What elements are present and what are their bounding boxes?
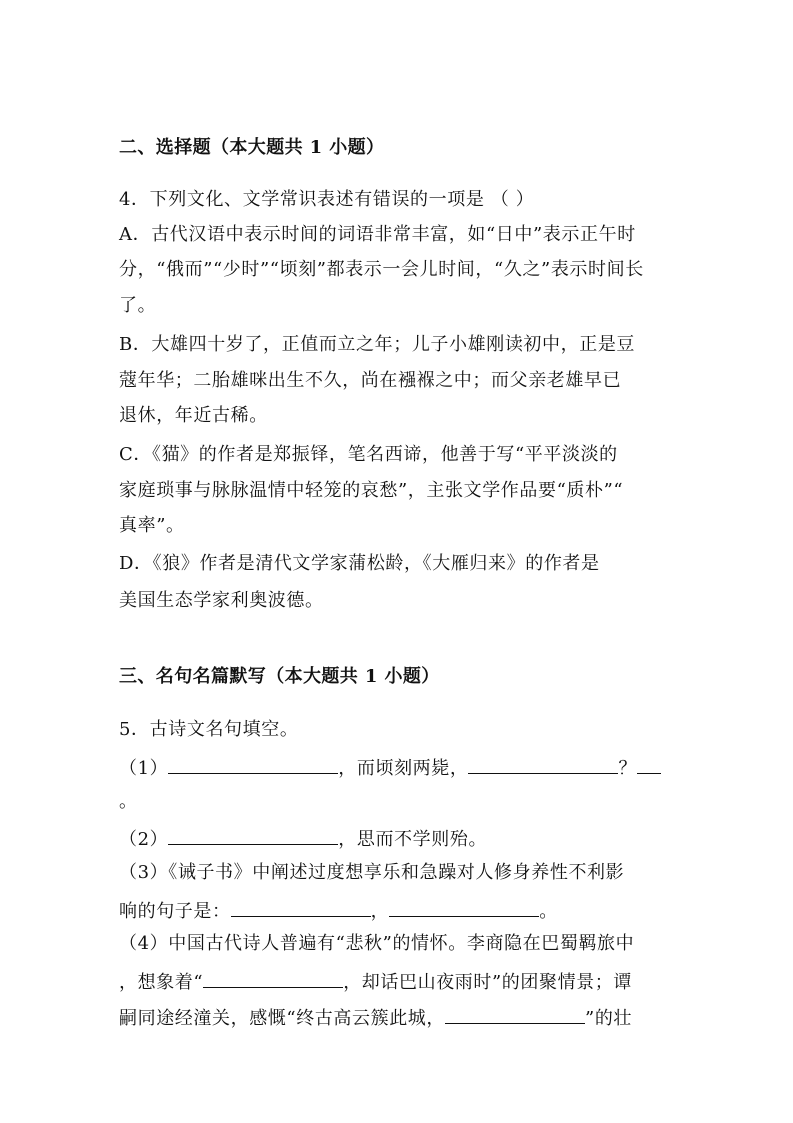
item-1-question-mark: ？	[618, 758, 638, 779]
item-1-mid-text: ，而顷刻两毙，	[338, 758, 469, 779]
item-1-blank-2[interactable]	[468, 755, 618, 774]
item-3-comma: ，	[370, 901, 390, 922]
item-1-blank-1[interactable]	[168, 755, 338, 774]
section-heading-recitation: 三、名句名篇默写（本大题共 1 小题）	[119, 666, 440, 687]
section-heading-choice: 二、选择题（本大题共 1 小题）	[119, 137, 385, 158]
item-4-blank-1[interactable]	[203, 969, 343, 988]
option-b-line-3: 退休，年近古稀。	[119, 405, 268, 426]
item-3-blank-1[interactable]	[231, 898, 371, 917]
item-4-line-3-end: ”的壮	[585, 1008, 633, 1029]
item-4-blank-2[interactable]	[445, 1005, 585, 1024]
item-4-line-3	[119, 1005, 632, 1030]
option-c-line-2: 家庭琐事与脉脉温情中轻笼的哀愁”，主张文学作品要“质朴”“	[119, 480, 624, 501]
option-b-line-1: B．大雄四十岁了，正值而立之年；儿子小雄刚读初中，正是豆	[119, 334, 636, 355]
question-5-stem: 5．古诗文名句填空。	[119, 719, 299, 740]
item-2-blank[interactable]	[168, 826, 338, 845]
option-a-line-3: 了。	[119, 295, 157, 316]
item-3-period: 。	[539, 901, 558, 922]
item-4-prefix: ，想象着“	[119, 972, 204, 993]
item-1-tail: 。	[119, 791, 138, 812]
option-a-line-1: A．古代汉语中表示时间的词语非常丰富，如“日中”表示正午时	[119, 224, 636, 245]
option-d-line-2: 美国生态学家利奥波德。	[119, 590, 324, 611]
item-4-line-3-start: 嗣同途经潼关，感慨“终古高云簇此城，	[119, 1008, 446, 1029]
item-4-line-2	[119, 969, 632, 994]
option-c-line-1: C．《猫》的作者是郑振铎，笔名西谛，他善于写“平平淡淡的	[119, 444, 618, 465]
item-3-line-2	[119, 898, 558, 923]
option-a-line-2: 分，“俄而”“少时”“顷刻”都表示一会儿时间，“久之”表示时间长	[119, 259, 644, 280]
item-1-blank-3[interactable]	[637, 755, 661, 774]
item-4-line-2-end: ，却话巴山夜雨时”的团聚情景；谭	[343, 972, 633, 993]
item-1-number: （1）	[119, 758, 169, 779]
item-1-line	[119, 755, 661, 780]
item-3-prefix: 响的句子是：	[119, 901, 231, 922]
option-d-line-1: D．《狼》作者是清代文学家蒲松龄，《大雁归来》的作者是	[119, 553, 600, 574]
item-2-line	[119, 826, 487, 851]
option-c-line-3: 真率”。	[119, 515, 185, 536]
item-2-number: （2）	[119, 829, 169, 850]
item-3-line-1: （3）《诫子书》中阐述过度想享乐和急躁对人修身养性不利影	[119, 862, 625, 883]
item-4-line-1: （4）中国古代诗人普遍有“悲秋”的情怀。李商隐在巴蜀羁旅中	[119, 933, 635, 954]
option-b-line-2: 蔻年华；二胎雄咪出生不久，尚在襁褓之中；而父亲老雄早已	[119, 370, 622, 391]
item-2-end-text: ，思而不学则殆。	[338, 829, 488, 850]
question-4-stem: 4．下列文化、文学常识表述有错误的一项是 （ ）	[119, 189, 535, 210]
item-3-blank-2[interactable]	[389, 898, 539, 917]
